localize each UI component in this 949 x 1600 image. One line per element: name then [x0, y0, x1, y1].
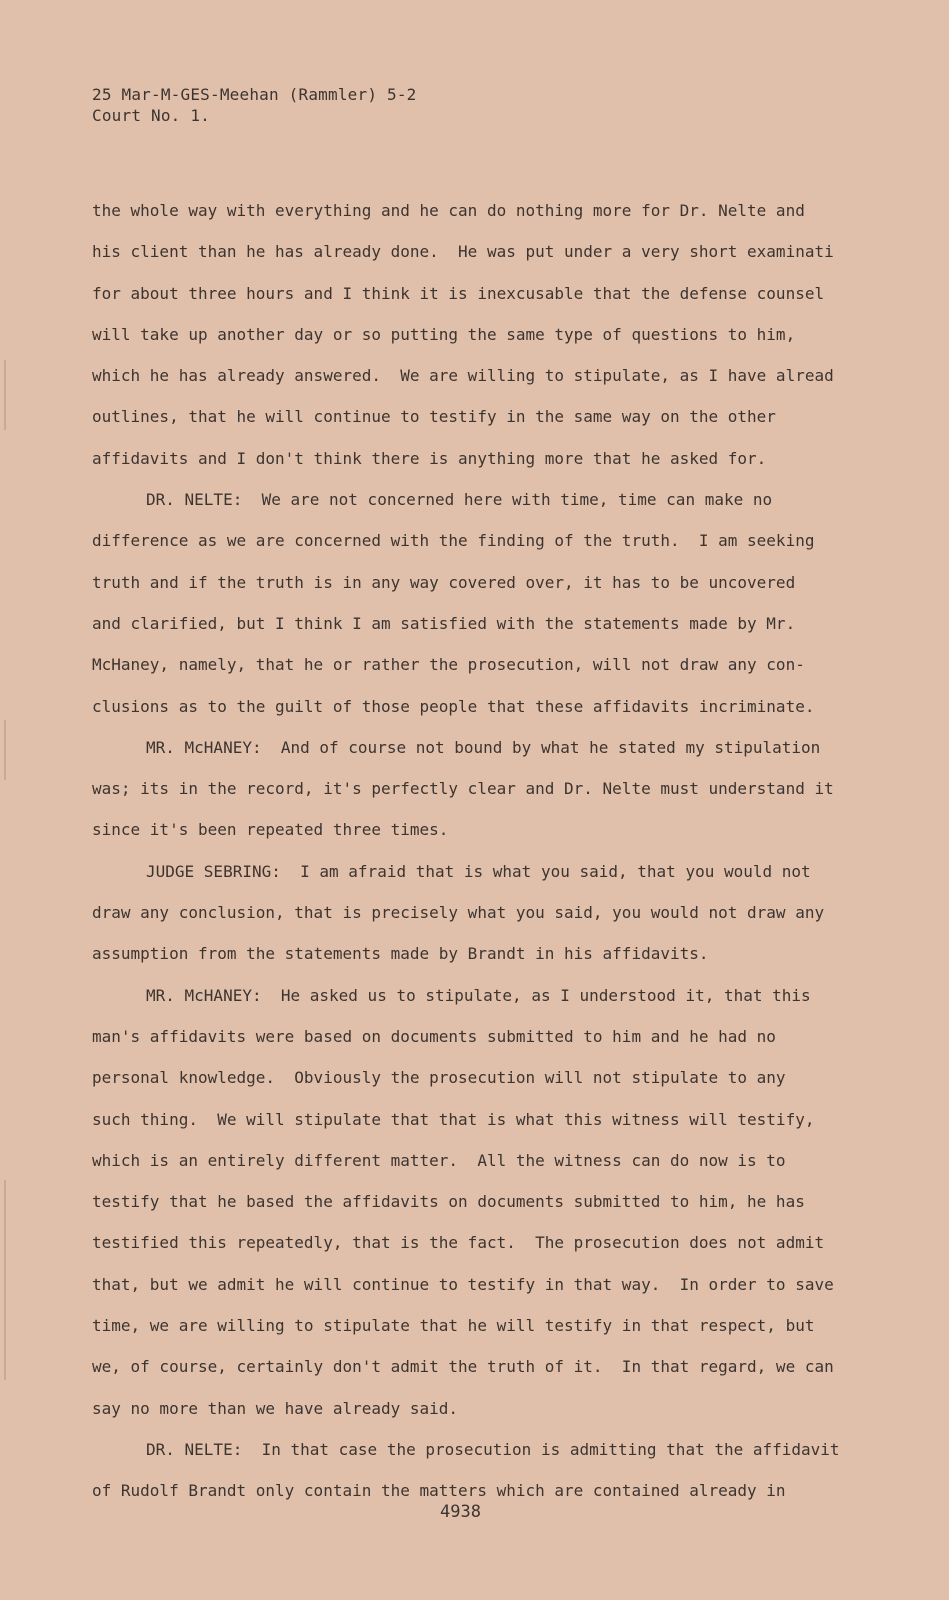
- transcript-line: the whole way with everything and he can do nothing more for Dr. Nelte and: [92, 201, 805, 220]
- transcript-line-speaker: DR. NELTE: We are not concerned here with time, time can make no: [146, 490, 773, 510]
- transcript-line: outlines, that he will continue to testify in the same way on the other: [92, 407, 776, 427]
- transcript-line: was; its in the record, it's perfectly clear and Dr. Nelte must understand it: [92, 779, 834, 799]
- transcript-line: and clarified, but I think I am satisfied with the statements made by Mr.: [92, 613, 796, 633]
- transcript-line: McHaney, namely, that he or rather the prosecution, will not draw any con-: [92, 655, 805, 675]
- transcript-line: difference as we are concerned with the finding of the truth. I am seeking: [92, 531, 815, 551]
- transcript-line: testified this repeatedly, that is the fact. The prosecution does not admit: [92, 1233, 825, 1253]
- transcript-line: assumption from the statements made by Brandt in his affidavits.: [92, 944, 709, 964]
- transcript-line: testify that he based the affidavits on documents submitted to him, he has: [92, 1192, 805, 1212]
- transcript-line: personal knowledge. Obviously the prosecution will not stipulate to any: [92, 1068, 786, 1088]
- margin-mark: [4, 360, 6, 430]
- transcript-line: since it's been repeated three times.: [92, 820, 449, 840]
- transcript-line: affidavits and I don't think there is anything more that he asked for.: [92, 448, 767, 468]
- transcript-line: such thing. We will stipulate that that is what this witness will testify,: [92, 1109, 815, 1129]
- transcript-line: say no more than we have already said.: [92, 1398, 459, 1418]
- transcript-line: time, we are willing to stipulate that he will testify in that respect, but: [92, 1316, 815, 1336]
- transcript-line: for about three hours and I think it is inexcusable that the defense counsel: [92, 283, 825, 303]
- transcript-line: truth and if the truth is in any way covered over, it has to be uncovered: [92, 572, 796, 592]
- transcript-line-speaker: JUDGE SEBRING: I am afraid that is what you said, that you would not: [146, 861, 811, 881]
- transcript-line: of Rudolf Brandt only contain the matters which are contained already in: [92, 1481, 786, 1501]
- header-session-line: 25 Mar-M-GES-Meehan (Rammler) 5-2: [92, 85, 417, 104]
- transcript-line-speaker: DR. NELTE: In that case the prosecution is admitting that the affidavit: [146, 1439, 840, 1459]
- transcript-line: will take up another day or so putting the same type of questions to him,: [92, 324, 796, 344]
- transcript-line: that, but we admit he will continue to testify in that way. In order to save: [92, 1274, 834, 1294]
- margin-mark: [4, 720, 6, 780]
- page-number: 4938: [440, 1502, 481, 1522]
- transcript-line-speaker: MR. McHANEY: He asked us to stipulate, as I understood it, that this: [146, 985, 811, 1005]
- transcript-line: which he has already answered. We are willing to stipulate, as I have alread: [92, 366, 834, 386]
- transcript-line: which is an entirely different matter. All the witness can do now is to: [92, 1150, 786, 1170]
- transcript-line: draw any conclusion, that is precisely what you said, you would not draw any: [92, 903, 825, 923]
- transcript-body: [92, 190, 892, 1512]
- transcript-line-speaker: MR. McHANEY: And of course not bound by what he stated my stipulation: [146, 737, 821, 757]
- header-court-line: Court No. 1.: [92, 106, 210, 125]
- transcript-line: man's affidavits were based on documents submitted to him and he had no: [92, 1026, 776, 1046]
- page-header: [92, 84, 416, 126]
- margin-mark: [4, 1180, 6, 1380]
- transcript-line: clusions as to the guilt of those people that these affidavits incriminate.: [92, 696, 815, 716]
- transcript-line: we, of course, certainly don't admit the truth of it. In that regard, we can: [92, 1357, 834, 1377]
- transcript-line: his client than he has already done. He was put under a very short examinati: [92, 242, 834, 262]
